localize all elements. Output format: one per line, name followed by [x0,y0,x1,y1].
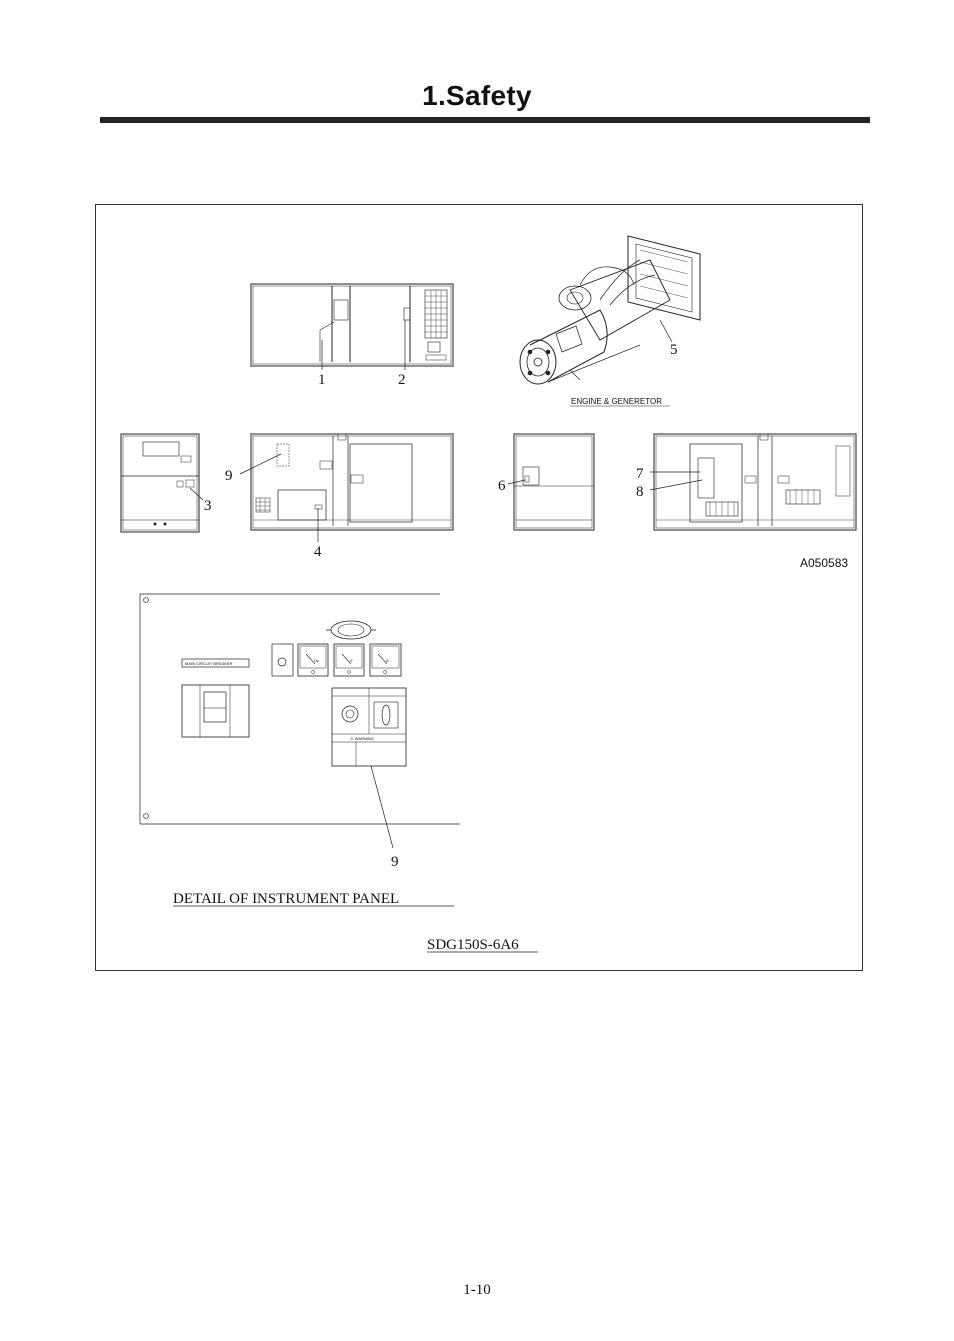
callout-4: 4 [314,544,322,560]
breaker-label: MAIN CIRCUIT BREAKER [185,661,233,666]
engine-generator-caption: ENGINE & GENERETOR [571,397,662,406]
callout-5: 5 [670,342,678,358]
engine-generator-illustration [520,236,700,384]
ammeter-label: A [386,658,389,663]
generator-rear-view [508,434,594,530]
callout-1: 1 [318,372,326,388]
callout-7: 7 [636,466,644,482]
callout-3: 3 [204,498,212,514]
page-number: 1-10 [463,1282,491,1298]
page-title: 1.Safety [422,80,532,111]
warning-label: ⚠ WARNING [350,736,374,741]
generator-side-view-right [650,434,856,530]
instrument-panel-detail [140,594,460,848]
hz-meter-label: Hz [314,658,319,663]
detail-caption: DETAIL OF INSTRUMENT PANEL [173,891,400,907]
model-caption: SDG150S-6A6 [427,937,519,953]
callout-2: 2 [398,372,406,388]
generator-front-view [121,434,203,532]
voltmeter-label: V [350,658,353,663]
generator-side-view-top [251,284,453,370]
callout-6: 6 [498,478,506,494]
callout-9-panel: 9 [391,854,399,870]
callout-8: 8 [636,484,644,500]
callout-9-top: 9 [225,468,233,484]
figure-reference-code: A050583 [800,556,849,570]
generator-side-view-left [240,434,453,542]
